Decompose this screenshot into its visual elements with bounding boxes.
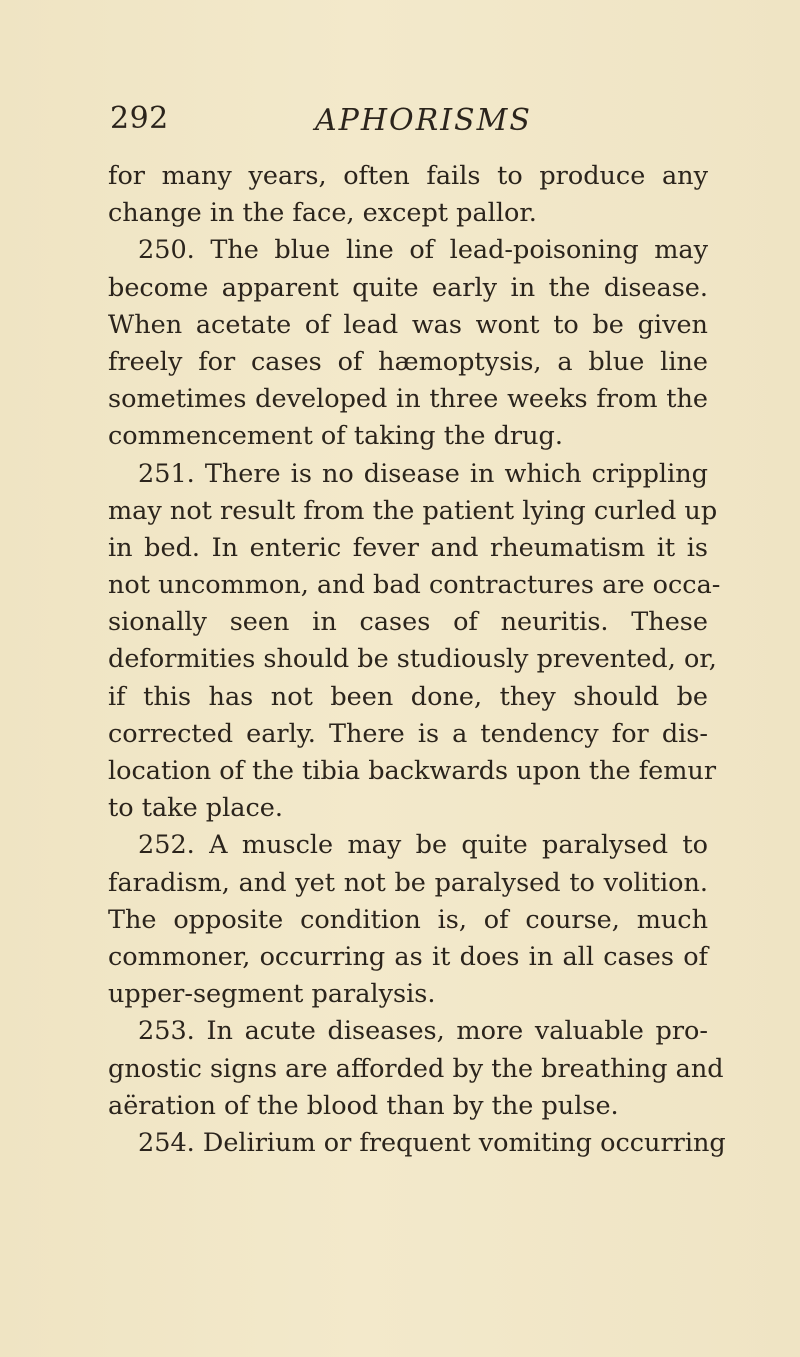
text-line: in bed. In enteric fever and rheumatism it is [108,532,708,563]
text-line: freely for cases of hæmoptysis, a blue line [108,346,708,377]
page-header [110,101,530,147]
text-line: The opposite condition is, of course, much [108,904,708,935]
text-line: corrected early. There is a tendency for dis- [108,718,708,749]
text-line: aëration of the blood than by the pulse. [108,1090,619,1121]
text-line: When acetate of lead was wont to be given [108,309,708,340]
text-line: not uncommon, and bad contractures are occa- [108,570,721,601]
text-line: may not result from the patient lying curled up [108,495,718,526]
text-line: for many years, often fails to produce any [108,161,708,191]
text-line: commencement of taking the drug. [108,421,563,452]
text-line: 251. There is no disease in which crippling [138,458,708,489]
text-line: deformities should be studiously prevented, or, [108,644,717,675]
text-line: 253. In acute diseases, more valuable pro- [138,1016,708,1047]
text-line: if this has not been done, they should be [108,681,708,712]
text-line: gnostic signs are afforded by the breathing and [108,1053,724,1084]
text-line: change in the face, except pallor. [108,198,537,229]
text-line: sometimes developed in three weeks from the [108,384,708,415]
text-line: 252. A muscle may be quite paralysed to [138,830,708,861]
text-line: 254. Delirium or frequent vomiting occurring [138,1127,726,1158]
running-head: APHORISMS [315,103,532,138]
text-line: become apparent quite early in the disease. [108,272,708,303]
text-line: sionally seen in cases of neuritis. These [108,607,708,638]
body-text [108,158,726,1162]
page-number: 292 [110,101,169,136]
text-line: location of the tibia backwards upon the femur [108,756,717,786]
text-line: faradism, and yet not be paralysed to volition. [108,867,708,898]
text-line: to take place. [108,793,283,824]
text-line: 250. The blue line of lead-poisoning may [138,235,708,266]
text-line: upper-segment paralysis. [108,979,436,1010]
text-line: commoner, occurring as it does in all cases of [108,941,708,972]
